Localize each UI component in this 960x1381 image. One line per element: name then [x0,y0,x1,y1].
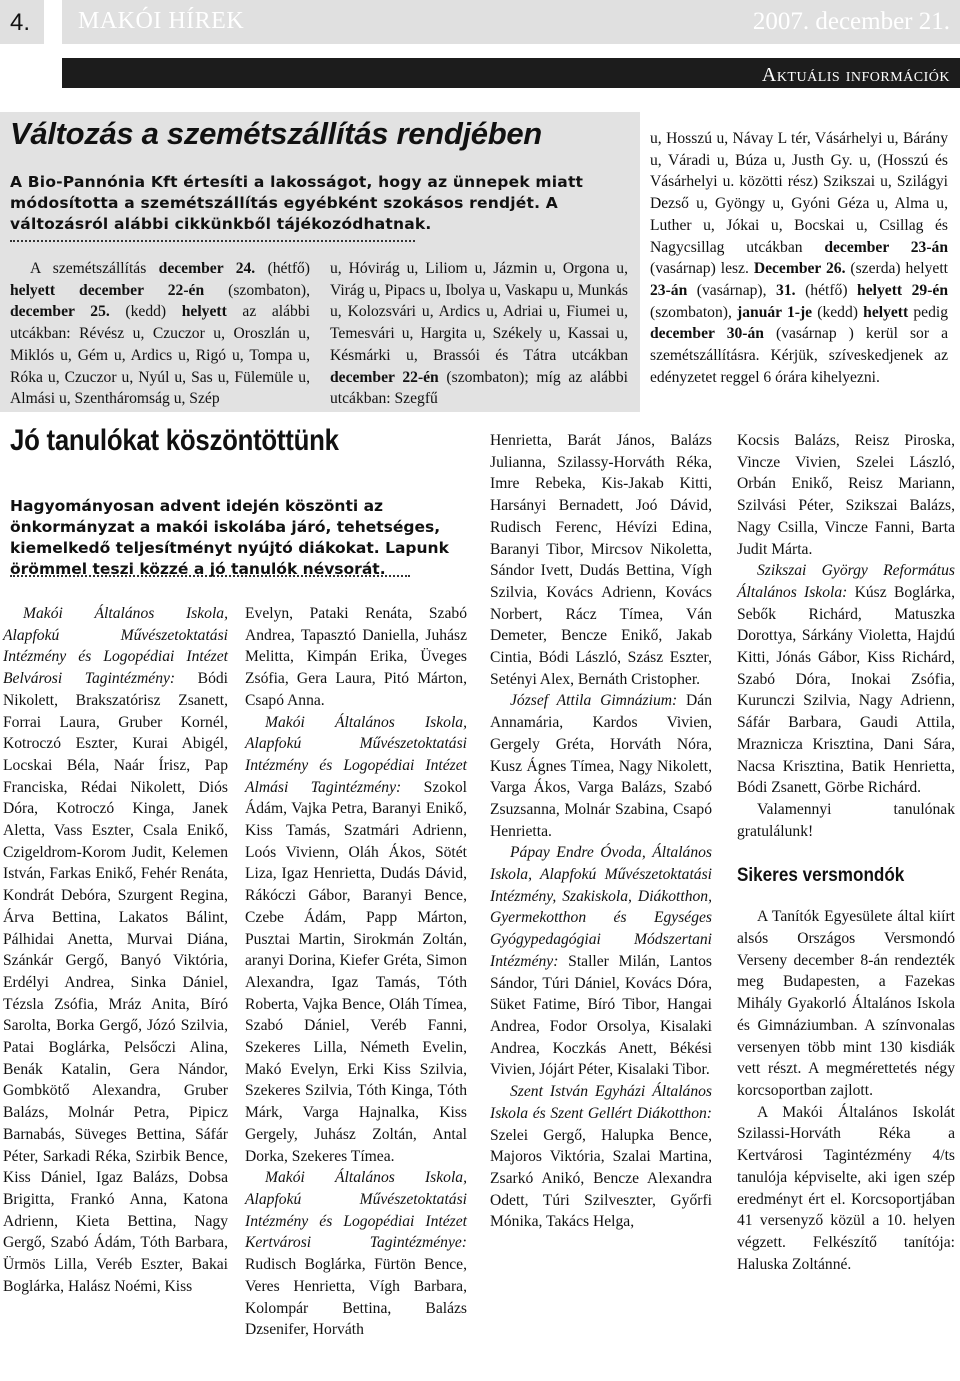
article-title: Sikeres versmondók [737,865,905,887]
article-column: Makói Általános Iskola, Alapfokú Művészetoktatási Intézmény és Logopédiai Intézet Belvárosi Tagintézmény: Bódi Nikolett, Brakszatórisz Zsanett, Forrai Laura, Gruber Kornél, Kotroczó Eszter, Kurai Abigél, Locskai Béla, Naár Írisz, Pap Franciska, Rédai Nikolett, Diós Dóra, Kotroczó Kinga, Janek Aletta, Vass Eszter, Csala Enikő, Czigeldrom-Korom Judit, Kelemen István, Farkas Enikő, Fehér Renáta, Kondrát Debóra, Szurgent Regina, Árva Bettina, Lakatos Bálint, Pálhidai Anetta, Murvai Diána, Szánkár Gergő, Banyó Viktória, Erdélyi Andrea, Sinka Dániel, Tézsla Zsófia, Mráz Anita, Bíró Sarolta, Borka Gergő, Józó Szilvia, Patai Boglárka, Pelsőczi Alina, Benák Katalin, Gera Nándor, Gombkötő Alexandra, Gruber Balázs, Molnár Petra, Pipicz Barnabás, Süveges Bettina, Sáfár Péter, Sarkadi Réka, Szirbik Bence, Kiss Dániel, Igaz Balázs, Dobsa Brigitta, Frankó Anna, Katona Adrienn, Kieta Bettina, Nagy Gergő, Szabó Ádám, Tóth Barbara, Ürmös Lilla, Veréb Eszter, Bakai Boglárka, Halász Noémi, Kiss [3,605,228,1295]
article-lead: Hagyományosan advent idején köszönti az önkormányzat a makói iskolába járó, tehetséges, kiemelkedő teljesítményt nyújtó diákokat. Lapunk örömmel teszi közzé a jó tanulók névsorát. [10,497,449,578]
page-number: 4. [0,0,44,44]
dotted-divider [10,240,415,242]
article-title: Változás a szemétszállítás rendjében [10,116,542,151]
article-title: Jó tanulókat köszöntöttünk [10,424,339,457]
section-title: Aktuális információk [761,64,950,86]
dotted-divider [10,575,410,577]
issue-date: 2007. december 21. [752,8,950,35]
page-header [0,0,960,48]
article-column: u, Hosszú u, Návay L tér, Vásárhelyi u, Bárány u, Váradi u, Búza u, Justh Gy. u, (Hosszú és Vásárhelyi u. közötti rész) Szikszai u, Szilágyi Dezső u, Gyöngy u, Gyóni Géza u, Alma u, Luther u, Jókai u, Bocskai u, Csillag és Nagycsillag utcákban december 23-án (vasárnap) lesz. December 26. (szerda) helyett 23-án (vasárnap), 31. (hétfő) helyett 29-én (szombaton), január 1-je (kedd) helyett pedig december 30-án (vasárnap ) kerül sor a szemétszállításra. Kérjük, szíveskedjenek az edényzetet reggel 6 órára kihelyezni. [650,130,949,386]
article-column: Kocsis Balázs, Reisz Piroska, Vincze Vivien, Szelei László, Orbán Enikő, Reisz Mariann, Szilvási Péter, Szikszai Balázs, Nagy Csilla, Vincze Fanni, Barta Judit Márta. Szikszai György Református Általános Iskola: Kúsz Boglárka, Sebők Richárd, Matuszka Dorottya, Sárkány Violetta, Hajdú Kitti, Jónás Gábor, Kiss Richárd, Szabó Dóra, Inokai Zsófia, Kurunczi Szilvia, Nagy Adrienn, Sáfár Barbara, Gaudi Attila, Mraznicza Krisztina, Dani Sára, Nacsa Krisztina, Batik Henrietta, Bódi Zsanett, Görbe Richárd. Valamennyi tanulónak gratulálunk! Sikeres versmondók A Tanítók Egyesülete által kiírt alsós Országos Versmondó Verseny december 8-án rendezték meg Budapesten, a Fazekas Mihály Gyakorló Általános Iskola és Gimnáziumban. A színvonalas versenyen több mint 130 kisdiák vett részt. A megmérettetés négy korcsoportban zajlott. A Makói Általános Iskolát Szilassi-Horváth Réka a Kertvárosi Tagintézmény 4/ts tanulója képviselte, aki igen szép eredményt ért el. Korcsoportjában 41 versenyző közül a 10. helyen végzett. Felkészítő tanítója: Haluska Zoltánné. [737,432,956,1273]
article-column: u, Hóvirág u, Liliom u, Jázmin u, Orgona u, Virág u, Pipacs u, Ibolya u, Vaskapu u, Munkás u, Kolozsvári u, Ardics u, Adriai u, Fiumei u, Temesvári u, Hargita u, Székely u, Kassai u, Késmárki u, Brassói és Tátra utcákban december 22-én (szombaton); míg az alábbi utcákban: Szegfű [330,260,628,408]
article-lead: A Bio-Pannónia Kft értesíti a lakosságot, hogy az ünnepek miatt módosította a szemétszállítás egyébként szokásos rendjét. A változásról alábbi cikkünkből tájékozódhatnak. [10,173,584,233]
article-column: A szemétszállítás december 24. (hétfő) helyett december 22-én (szombaton), december 25. (kedd) helyett az alábbi utcákban: Révész u, Czuczor u, Oroszlán u, Miklós u, Gém u, Ardics u, Rigó u, Tompa u, Róka u, Czuczor u, Nyúl u, Sas u, Fülemüle u, Almási u, Szentháromság u, Szép [10,260,310,408]
publication-title: MAKÓI HÍREK [78,8,245,34]
article-column: Henrietta, Barát János, Balázs Julianna, Szilassy-Horváth Réka, Imre Rebeka, Kis-Jakab Kitti, Harsányi Bernadett, Joó Dávid, Rudisch Ferenc, Hévízi Edina, Baranyi Tibor, Mircsov Nikoletta, Sándor Ivett, Dudás Bettina, Vígh Szilvia, Kovács Adrienn, Kovács Norbert, Rácz Tímea, Ván Demeter, Bencze Enikő, Jakab Cintia, Bódi László, Szász Eszter, Setényi Alex, Bernáth Cristopher. József Attila Gimnázium: Dán Annamária, Kardos Vivien, Gergely Gréta, Horváth Nóra, Kusz Ágnes Tímea, Nagy Nikolett, Varga Ákos, Varga Balázs, Szabó Zsuzsanna, Molnár Szabina, Csapó Henrietta. Pápay Endre Óvoda, Általános Iskola, Alapfokú Művészetoktatási Intézmény, Szakiskola, Diákotthon, Gyermekotthon és Egységes Gyógypedagógiai Módszertani Intézmény: Staller Milán, Lantos Sándor, Túri Dániel, Kovács Dóra, Süket Fatime, Bíró Tibor, Hangai Andrea, Fodor Orsolya, Kisalaki Andrea, Koczkás Anett, Békési Vivien, Jójárt Péter, Kisalaki Tibor. Szent István Egyházi Általános Iskola és Szent Gellért Diákotthon: Szelei Gergő, Halupka Bence, Majoros Viktória, Szalai Martina, Zsarkó Anikó, Bencze Alexandra Odett, Túri Szilveszter, Győrfi Mónika, Takács Helga, [490,432,712,1231]
article-column: Evelyn, Pataki Renáta, Szabó Andrea, Tapasztó Daniella, Juhász Melitta, Kimpán Erika, Üveges Zsófia, Gera Laura, Pitó Márton, Csapó Anna. Makói Általános Iskola, Alapfokú Művészetoktatási Intézmény és Logopédiai Intézet Almási Tagintézmény: Szokol Ádám, Vajka Petra, Baranyi Enikő, Kiss Tamás, Szatmári Adrienn, Loós Vivienn, Oláh Ákos, Sötét Liza, Igaz Henrietta, Dudás Dávid, Rákóczi Gábor, Baranyi Bence, Czebe Ádám, Papp Márton, Pusztai Martin, Sirokmán Zoltán, aranyi Dorina, Kiefer Gréta, Simon Alexandra, Igaz Tamás, Tóth Roberta, Vajka Bence, Oláh Tímea, Szabó Dániel, Veréb Fanni, Szekeres Lilla, Németh Evelin, Makó Evelyn, Erki Kiss Szilvia, Szekeres Szilvia, Tóth Kinga, Tóth Márk, Varga Hajnalka, Kiss Gergely, Juhász Zoltán, Antal Dorka, Szekeres Tímea. Makói Általános Iskola, Alapfokú Művészetoktatási Intézmény és Logopédiai Intézet Kertvárosi Tagintézménye: Rudisch Boglárka, Fürtön Bence, Veres Henrietta, Vígh Barbara, Kolompár Bettina, Balázs Dzsenifer, Horváth [245,605,467,1339]
